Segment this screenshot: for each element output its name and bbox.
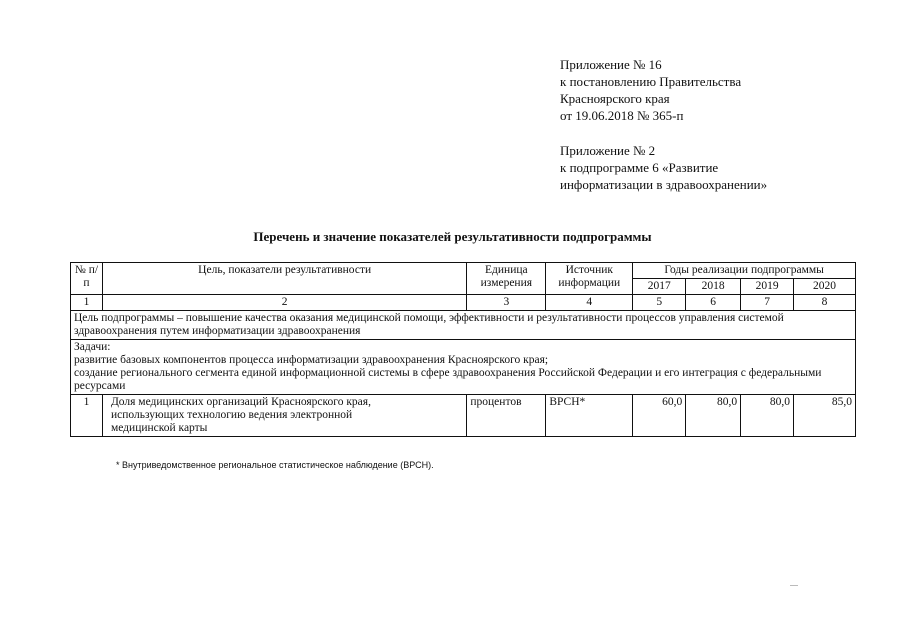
header-year: 2020 xyxy=(794,279,856,295)
column-number: 5 xyxy=(633,295,686,311)
header-year: 2017 xyxy=(633,279,686,295)
appendix-line: Приложение № 16 xyxy=(560,57,662,72)
column-number: 3 xyxy=(467,295,546,311)
row-unit: процентов xyxy=(467,395,546,437)
row-source: ВРСН* xyxy=(546,395,633,437)
header-row xyxy=(71,263,856,279)
header-source: Источник информации xyxy=(546,263,633,295)
appendix-line: Приложение № 2 xyxy=(560,143,656,158)
footnote: * Внутриведомственное региональное статистическое наблюдение (ВРСН). xyxy=(116,460,434,470)
appendix-line: к постановлению Правительства xyxy=(560,74,742,89)
row-value-2019: 80,0 xyxy=(741,395,794,437)
row-indicator: Доля медицинских организаций Красноярского края, использующих технологию ведения электронной медицинской карты xyxy=(102,395,466,437)
column-number: 2 xyxy=(102,295,466,311)
tasks-row xyxy=(71,340,856,395)
header-num: № п/п xyxy=(71,263,103,295)
column-number: 1 xyxy=(71,295,103,311)
goal-text: Цель подпрограммы – повышение качества оказания медицинской помощи, эффективности и результативности процессов управления системой здравоохранения путем информатизации здравоохранения xyxy=(71,311,856,340)
appendix-line: Красноярского края xyxy=(560,91,670,106)
row-num: 1 xyxy=(71,395,103,437)
scan-speck xyxy=(790,585,798,586)
tasks-cell xyxy=(71,340,856,395)
indicators-table xyxy=(70,262,856,437)
appendix-line: к подпрограмме 6 «Развитие xyxy=(560,160,719,175)
appendix-block-1 xyxy=(560,56,741,124)
column-number: 6 xyxy=(686,295,741,311)
appendix-line: от 19.06.2018 № 365-п xyxy=(560,108,684,123)
document-title: Перечень и значение показателей результативности подпрограммы xyxy=(253,229,652,244)
header-year: 2018 xyxy=(686,279,741,295)
row-value-2018: 80,0 xyxy=(686,395,741,437)
task-item: развитие базовых компонентов процесса информатизации здравоохранения Красноярского края; xyxy=(74,354,549,366)
column-number: 4 xyxy=(546,295,633,311)
header-unit: Единица измерения xyxy=(467,263,546,295)
row-value-2020: 85,0 xyxy=(794,395,856,437)
column-number: 7 xyxy=(741,295,794,311)
tasks-label: Задачи: xyxy=(74,341,111,353)
header-goal: Цель, показатели результативности xyxy=(102,263,466,295)
header-year: 2019 xyxy=(741,279,794,295)
goal-row xyxy=(71,311,856,340)
row-value-2017: 60,0 xyxy=(633,395,686,437)
header-years-group: Годы реализации подпрограммы xyxy=(633,263,856,279)
table-row xyxy=(71,395,856,437)
column-number-row xyxy=(71,295,856,311)
task-item: создание регионального сегмента единой информационной системы в сфере здравоохранения Российской Федерации и его интеграция с федеральными ресурсами xyxy=(74,367,822,392)
appendix-line: информатизации в здравоохранении» xyxy=(560,177,768,192)
column-number: 8 xyxy=(794,295,856,311)
appendix-block-2 xyxy=(560,142,767,193)
